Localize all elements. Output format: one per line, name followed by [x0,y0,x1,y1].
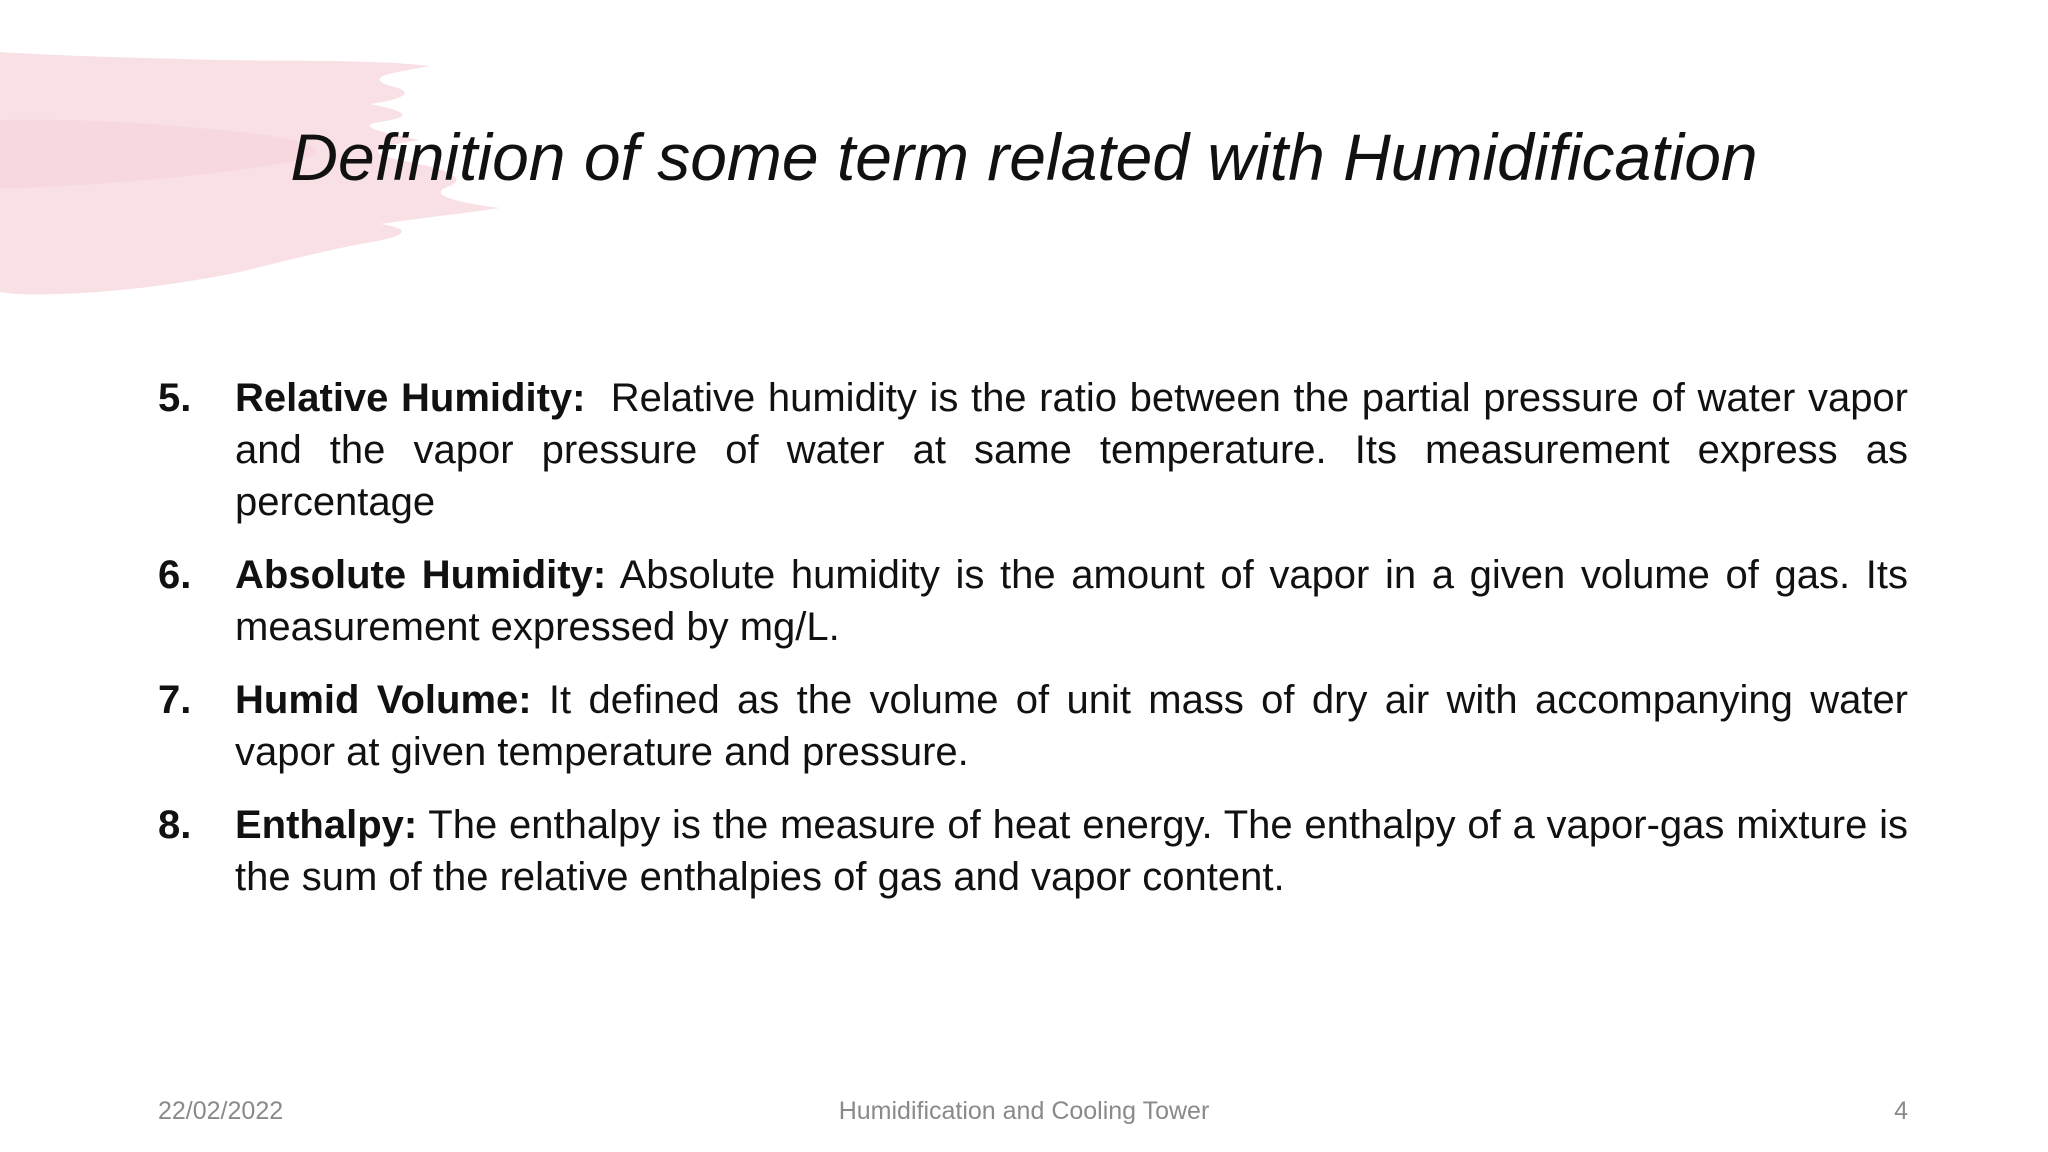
list-item-number: 8. [158,803,192,847]
term-humid-volume: Humid Volume: [235,678,532,722]
slide-number: 4 [1894,1097,1908,1125]
footer-title: Humidification and Cooling Tower [838,1097,1210,1125]
definition-text: The enthalpy is the measure of heat energy. The enthalpy of a vapor-gas mixture is the sum of the relative enthalpies of gas and vapor content. [235,803,1908,899]
list-item-number: 7. [158,678,192,722]
definition-text: Relative humidity is the ratio between the partial pressure of water vapor and the vapor pressure of water at same temperature. Its measurement express as percentage [235,376,1909,524]
list-item [158,549,1908,653]
list-item [158,799,1908,903]
list-item-number: 5. [158,376,192,420]
term-enthalpy: Enthalpy: [235,803,418,847]
term-relative-humidity: Relative Humidity: [235,376,586,420]
definition-list [158,372,1908,924]
definition-text: Absolute humidity is the amount of vapor in a given volume of gas. Its measurement expressed by mg/L. [235,553,1908,649]
definition-text: It defined as the volume of unit mass of dry air with accompanying water vapor at given temperature and pressure. [235,678,1909,774]
term-absolute-humidity: Absolute Humidity: [235,553,607,597]
list-item [158,372,1908,528]
list-item-number: 6. [158,553,192,597]
list-item [158,674,1908,778]
footer-date: 22/02/2022 [158,1097,284,1125]
slide-title: Definition of some term related with Humidification [290,120,1758,194]
